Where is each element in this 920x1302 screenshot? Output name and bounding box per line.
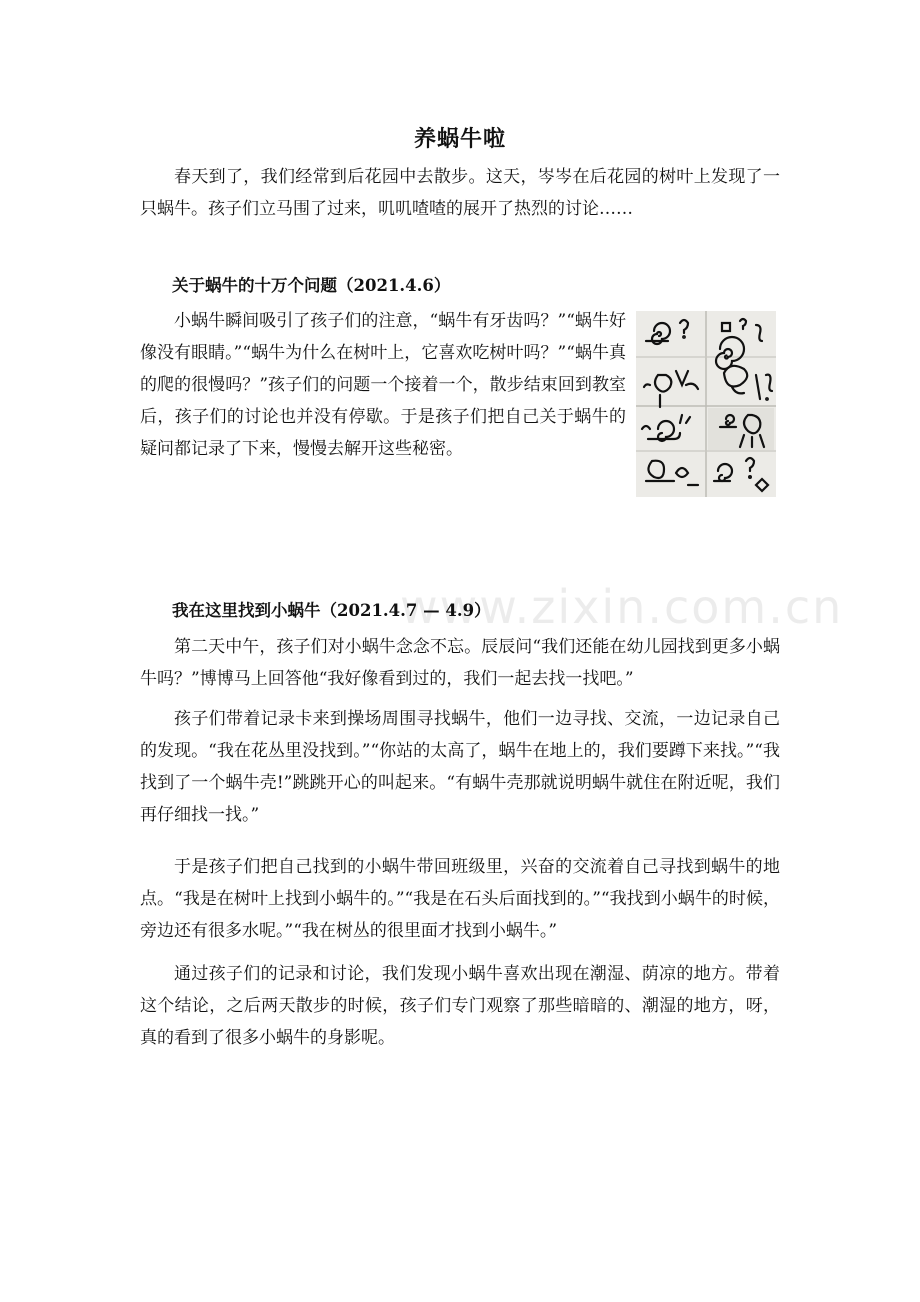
watermark-text: www.zixin.com.cn (400, 580, 844, 634)
intro-paragraph: 春天到了，我们经常到后花园中去散步。这天，岑岑在后花园的树叶上发现了一只蜗牛。孩子们立马围了过来，叽叽喳喳的展开了热烈的讨论…… (140, 167, 780, 219)
section1-heading: 关于蜗牛的十万个问题（2021.4.6） (172, 276, 451, 295)
snail-drawings-image (636, 311, 776, 497)
children-drawings-photo (636, 311, 776, 497)
section2-paragraph-2: 孩子们带着记录卡来到操场周围寻找蜗牛，他们一边寻找、交流，一边记录自己的发现。“我在花丛里没找到。”“你站的太高了，蜗牛在地上的，我们要蹲下来找。”“我找到了一个蜗牛壳!”跳跳开心的叫起来。“有蜗牛壳那就说明蜗牛就住在附近呢，我们再仔细找一找。” (140, 709, 780, 825)
section2-paragraph-1: 第二天中午，孩子们对小蜗牛念念不忘。辰辰问“我们还能在幼儿园找到更多小蜗牛吗？”博博马上回答他“我好像看到过的，我们一起去找一找吧。” (140, 637, 780, 689)
section1-paragraph: 小蜗牛瞬间吸引了孩子们的注意，“蜗牛有牙齿吗？”“蜗牛好像没有眼睛。”“蜗牛为什么在树叶上，它喜欢吃树叶吗？”“蜗牛真的爬的很慢吗？”孩子们的问题一个接着一个，散步结束回到教室后，孩子们的讨论也并没有停歇。于是孩子们把自己关于蜗牛的疑问都记录了下来，慢慢去解开这些秘密。 (140, 311, 626, 459)
section2-paragraph-4: 通过孩子们的记录和讨论，我们发现小蜗牛喜欢出现在潮湿、荫凉的地方。带着这个结论，之后两天散步的时候，孩子们专门观察了那些暗暗的、潮湿的地方，呀，真的看到了很多小蜗牛的身影呢。 (140, 964, 780, 1048)
section2-heading: 我在这里找到小蜗牛（2021.4.7 — 4.9） (172, 601, 491, 620)
document-title: 养蜗牛啦 (413, 126, 506, 152)
section2-paragraph-3: 于是孩子们把自己找到的小蜗牛带回班级里，兴奋的交流着自己寻找到蜗牛的地点。“我是在树叶上找到小蜗牛的。”“我是在石头后面找到的。”“我找到小蜗牛的时候，旁边还有很多水呢。”“我在树丛的很里面才找到小蜗牛。” (140, 857, 780, 941)
